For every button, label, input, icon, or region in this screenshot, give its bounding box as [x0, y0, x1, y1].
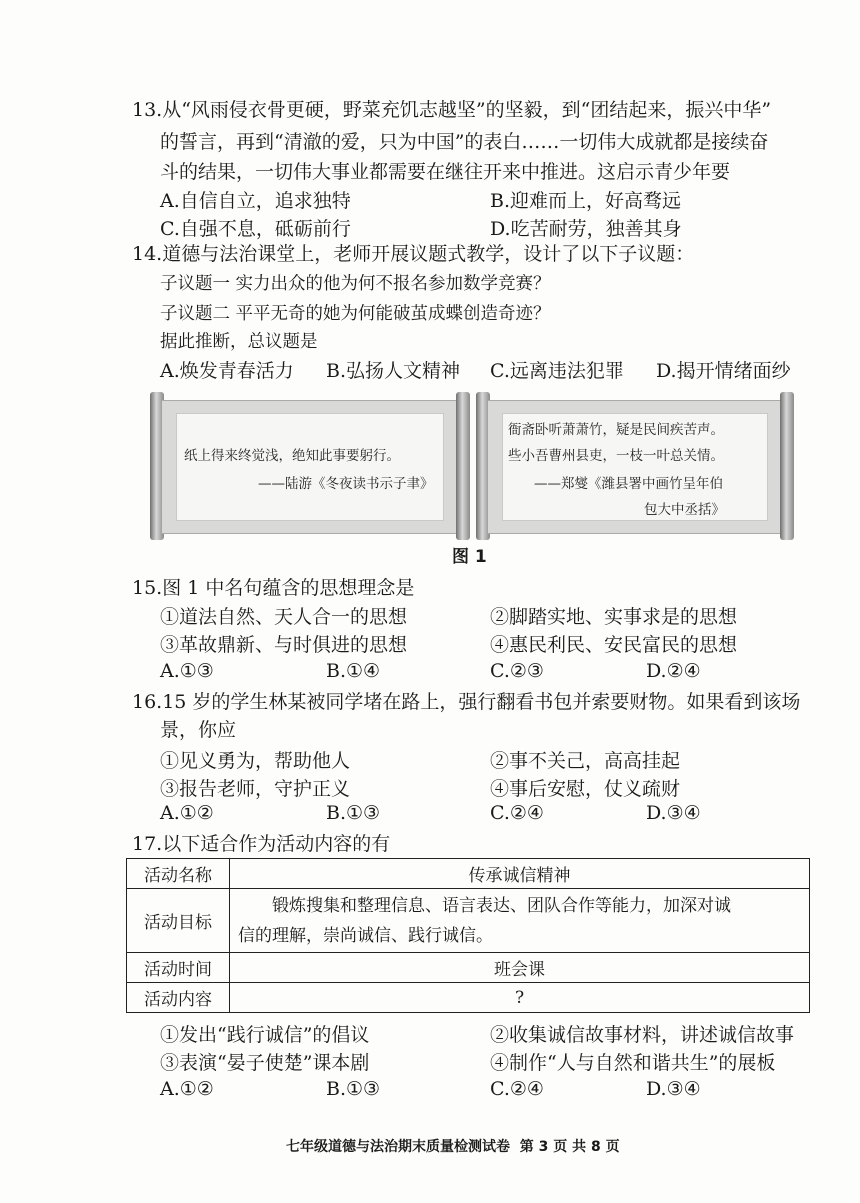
q15-option-c: C.②③ — [490, 660, 544, 682]
q15-item-1: ①道法自然、天人合一的思想 — [160, 606, 408, 628]
scroll-right-line3: ——郑燮《潍县署中画竹呈年伯 — [534, 476, 723, 492]
activity-goal-value — [230, 889, 810, 953]
q13-stem-line1: 13.从“风雨侵衣骨更硬，野菜充饥志越坚”的坚毅，到“团结起来，振兴中华” — [132, 99, 772, 121]
q16-option-c: C.②④ — [490, 802, 544, 824]
q15-stem: 15.图 1 中名句蕴含的思想理念是 — [132, 577, 415, 599]
scroll-left-source: ——陆游《冬夜读书示子聿》 — [258, 476, 434, 492]
activity-name-value: 传承诚信精神 — [230, 859, 810, 889]
page-footer: 七年级道德与法治期末质量检测试卷 第 3 页 共 8 页 — [286, 1139, 620, 1155]
q15-option-b: B.①④ — [326, 660, 381, 682]
q14-option-d: D.揭开情绪面纱 — [656, 360, 791, 382]
q14-subtopic-2: 子议题二 平平无奇的她为何能破茧成蝶创造奇迹？ — [160, 304, 551, 324]
q15-option-d: D.②④ — [646, 660, 701, 682]
q15-option-a: A.①③ — [160, 660, 214, 682]
q17-option-c: C.②④ — [490, 1078, 544, 1100]
q14-option-c: C.远离违法犯罪 — [490, 360, 624, 382]
q13-option-c: C.自强不息，砥砺前行 — [160, 218, 351, 240]
q14-option-a: A.焕发青春活力 — [160, 360, 294, 382]
q16-stem-line2: 景，你应 — [160, 719, 237, 741]
q14-stem: 14.道德与法治课堂上，老师开展议题式教学，设计了以下子议题： — [132, 243, 695, 265]
scroll-left — [150, 392, 470, 540]
q15-item-4: ④惠民利民、安民富民的思想 — [490, 634, 738, 656]
q16-item-3: ③报告老师，守护正义 — [160, 778, 351, 800]
q17-stem: 17.以下适合作为活动内容的有 — [132, 833, 391, 855]
q16-option-b: B.①③ — [326, 802, 381, 824]
activity-goal-line2: 信的理解，崇尚诚信、践行诚信。 — [238, 925, 493, 946]
activity-time-value: 班会课 — [230, 953, 810, 983]
scroll-right-line2: 些小吾曹州县吏，一枝一叶总关情。 — [508, 448, 724, 464]
q14-subtopic-1: 子议题一 实力出众的他为何不报名参加数学竞赛？ — [160, 274, 551, 294]
q17-item-1: ①发出“践行诚信”的倡议 — [160, 1024, 370, 1046]
activity-table — [126, 858, 810, 1013]
scroll-right-line1: 衙斋卧听萧萧竹，疑是民间疾苦声。 — [508, 422, 724, 438]
activity-time-key: 活动时间 — [127, 953, 230, 983]
q16-option-d: D.③④ — [646, 802, 701, 824]
q14-option-b: B.弘扬人文精神 — [326, 360, 461, 382]
q16-option-a: A.①② — [160, 802, 214, 824]
activity-content-value: ? — [230, 983, 810, 1013]
figure-caption: 图 1 — [452, 547, 487, 567]
scroll-right — [476, 392, 794, 540]
q13-option-d: D.吃苦耐劳，独善其身 — [490, 218, 682, 240]
q16-item-4: ④事后安慰，仗义疏财 — [490, 778, 681, 800]
activity-content-key: 活动内容 — [127, 983, 230, 1013]
q17-item-2: ②收集诚信故事材料，讲述诚信故事 — [490, 1024, 795, 1046]
q17-option-b: B.①③ — [326, 1078, 381, 1100]
activity-goal-key: 活动目标 — [127, 889, 230, 953]
scroll-right-line4: 包大中丞括》 — [644, 502, 725, 518]
q13-stem-line2: 的誓言，再到“清澈的爱，只为中国”的表白……一切伟大成就都是接续奋 — [160, 131, 769, 153]
q17-item-3: ③表演“晏子使楚”课本剧 — [160, 1052, 370, 1074]
activity-name-key: 活动名称 — [127, 859, 230, 889]
q17-option-d: D.③④ — [646, 1078, 701, 1100]
q16-item-1: ①见义勇为，帮助他人 — [160, 750, 351, 772]
activity-goal-line1: 锻炼搜集和整理信息、语言表达、团队合作等能力，加深对诚 — [272, 895, 731, 916]
q13-option-a: A.自信自立，追求独特 — [160, 190, 351, 212]
q17-item-4: ④制作“人与自然和谐共生”的展板 — [490, 1052, 776, 1074]
q14-lead: 据此推断，总议题是 — [160, 332, 318, 352]
q15-item-2: ②脚踏实地、实事求是的思想 — [490, 606, 738, 628]
q16-stem-line1: 16.15 岁的学生林某被同学堵在路上，强行翻看书包并索要财物。如果看到该场 — [132, 691, 801, 713]
q16-item-2: ②事不关己，高高挂起 — [490, 750, 681, 772]
scroll-left-quote: 纸上得来终觉浅，绝知此事要躬行。 — [184, 448, 400, 464]
q15-item-3: ③革故鼎新、与时俱进的思想 — [160, 634, 408, 656]
q13-stem-line3: 斗的结果，一切伟大事业都需要在继往开来中推进。这启示青少年要 — [160, 161, 731, 183]
q17-option-a: A.①② — [160, 1078, 214, 1100]
q13-option-b: B.迎难而上，好高骛远 — [490, 190, 682, 212]
